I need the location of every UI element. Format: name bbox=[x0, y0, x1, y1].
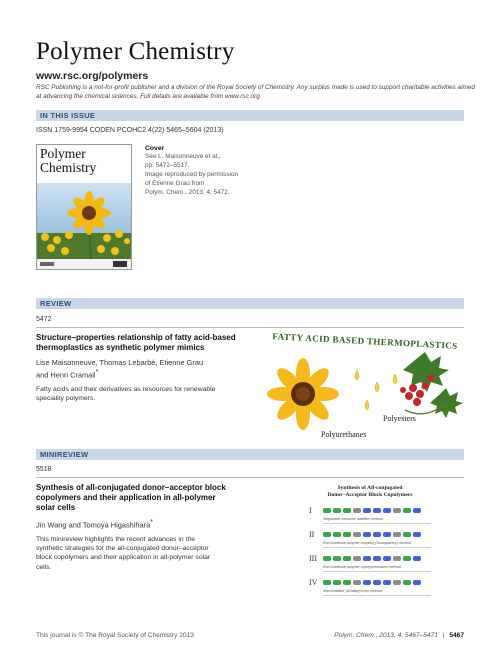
article-page-number: 5518 bbox=[36, 466, 52, 473]
polymer-chain-icon bbox=[323, 579, 428, 586]
monomer-icon bbox=[343, 556, 351, 561]
method-caption: Sequential monomer addition method bbox=[323, 516, 383, 521]
section-bar-review bbox=[36, 298, 464, 309]
article-summary-line: block copolymers and their application in all-polymer solar bbox=[36, 554, 211, 562]
cover-image[interactable] bbox=[36, 144, 132, 270]
publisher-note: RSC Publishing is a not-for-profit publisher and a division of the Royal Society of Chemistry. Any surplus made is used to support charitable activities aimed at advancing the chemical sciences. Full details are available from www.rsc.org bbox=[36, 84, 475, 100]
review-entry[interactable] bbox=[36, 333, 261, 403]
minireview-entry[interactable] bbox=[36, 483, 261, 572]
section-bar-in-this-issue bbox=[36, 110, 464, 121]
method-numeral: II bbox=[309, 529, 315, 539]
monomer-icon bbox=[323, 556, 331, 561]
monomer-icon bbox=[413, 508, 421, 513]
cover-caption-line: Polym. Chem., 2013, 4, 5472. bbox=[145, 188, 230, 196]
article-title-line: Structure–properties relationship of fatty acid-based bbox=[36, 333, 236, 342]
divider bbox=[36, 477, 464, 478]
monomer-icon bbox=[343, 580, 351, 585]
article-authors: Jin Wang and Tomoya Higashihara bbox=[36, 520, 151, 530]
monomer-icon bbox=[363, 556, 371, 561]
monomer-icon bbox=[363, 580, 371, 585]
cover-caption-line: pp. 5472–5517. bbox=[145, 162, 190, 170]
cover-caption-heading: Cover bbox=[145, 145, 165, 152]
section-label: REVIEW bbox=[40, 299, 72, 308]
method-divider bbox=[323, 571, 431, 572]
cover-title-line: Chemistry bbox=[40, 160, 97, 175]
footer-page-number: 5467 bbox=[449, 632, 464, 639]
graphic-title-line: Synthesis of All-conjugated bbox=[337, 485, 403, 491]
article-title-line: solar cells bbox=[36, 503, 76, 512]
monomer-icon bbox=[333, 532, 341, 537]
article-summary-line: speciality polymers. bbox=[36, 394, 96, 402]
monomer-icon bbox=[323, 508, 331, 513]
footer-citation-text: Polym. Chem., 2013, 4, 5467–5471 bbox=[334, 632, 438, 639]
method-caption: End-functional polymer copolymerization method bbox=[323, 564, 401, 569]
section-bar-minireview bbox=[36, 449, 464, 460]
method-caption: End-functional polymer coupling (Sonogashira) method bbox=[323, 540, 411, 545]
monomer-icon bbox=[383, 508, 391, 513]
method-row bbox=[305, 576, 435, 598]
method-caption: Macroinitiator (Grafting from) method bbox=[323, 588, 382, 593]
graphic-title-line: Donor–Acceptor Block Copolymers bbox=[327, 492, 413, 499]
article-summary-line: cells. bbox=[36, 563, 52, 571]
corresponding-author-star: * bbox=[95, 368, 99, 376]
graphic-label-polyurethanes: Polyurethanes bbox=[321, 430, 367, 439]
monomer-icon bbox=[413, 580, 421, 585]
monomer-icon bbox=[353, 556, 361, 561]
article-page-number: 5472 bbox=[36, 316, 52, 323]
article-summary-line: synthetic strategies for the all-conjugated donor–acceptor bbox=[36, 545, 209, 553]
monomer-icon bbox=[403, 556, 411, 561]
monomer-icon bbox=[363, 532, 371, 537]
monomer-icon bbox=[393, 556, 401, 561]
article-title-line: thermoplastics as synthetic polymer mimics bbox=[36, 343, 205, 352]
monomer-icon bbox=[413, 556, 421, 561]
monomer-icon bbox=[373, 508, 381, 513]
section-label: MINIREVIEW bbox=[40, 450, 89, 459]
article-authors-line: and Henri Cramail bbox=[36, 370, 96, 380]
method-numeral: IV bbox=[309, 577, 318, 587]
article-title-line: Synthesis of all-conjugated donor–acceptor block bbox=[36, 483, 226, 492]
monomer-icon bbox=[333, 508, 341, 513]
minireview-graphic[interactable] bbox=[305, 485, 435, 605]
monomer-icon bbox=[333, 580, 341, 585]
corresponding-author-star: * bbox=[150, 519, 153, 526]
journal-url[interactable]: www.rsc.org/polymers bbox=[36, 70, 149, 82]
monomer-icon bbox=[353, 508, 361, 513]
article-authors-line: Lise Maisonneuve, Thomas Lebarbé, Etienne Grau bbox=[36, 358, 204, 367]
cover-caption-line: Image reproduced by permission bbox=[145, 171, 239, 179]
cover-title-line: Polymer bbox=[40, 146, 86, 161]
journal-title: Polymer Chemistry bbox=[36, 38, 235, 65]
monomer-icon bbox=[363, 508, 371, 513]
footer-separator: | bbox=[442, 632, 445, 639]
polymer-chain-icon bbox=[323, 555, 428, 562]
monomer-icon bbox=[413, 532, 421, 537]
article-title-line: copolymers and their application in all-polymer bbox=[36, 493, 216, 502]
cover-caption-line: of Etienne Grau from bbox=[145, 179, 205, 187]
method-divider bbox=[323, 547, 431, 548]
method-row bbox=[305, 504, 435, 526]
monomer-icon bbox=[393, 580, 401, 585]
article-summary-line: Fatty acids and their derivatives as resources for renewable bbox=[36, 385, 216, 393]
monomer-icon bbox=[323, 532, 331, 537]
monomer-icon bbox=[403, 580, 411, 585]
footer-copyright: This journal is © The Royal Society of Chemistry 2013 bbox=[36, 632, 194, 639]
method-rows bbox=[305, 504, 435, 598]
monomer-icon bbox=[403, 508, 411, 513]
cover-caption bbox=[145, 144, 238, 198]
polymer-chain-icon bbox=[323, 507, 428, 514]
article-summary-line: This minireview highlights the recent advances in the bbox=[36, 536, 196, 544]
monomer-icon bbox=[383, 532, 391, 537]
monomer-icon bbox=[383, 580, 391, 585]
monomer-icon bbox=[353, 580, 361, 585]
section-label: IN THIS ISSUE bbox=[40, 111, 96, 120]
monomer-icon bbox=[343, 508, 351, 513]
polymer-chain-icon bbox=[323, 531, 428, 538]
monomer-icon bbox=[403, 532, 411, 537]
method-divider bbox=[323, 595, 431, 596]
monomer-icon bbox=[333, 556, 341, 561]
graphic-label-polyesters: Polyesters bbox=[383, 414, 416, 423]
monomer-icon bbox=[393, 508, 401, 513]
monomer-icon bbox=[373, 580, 381, 585]
cover-caption-line: See L. Maisonneuve et al., bbox=[145, 153, 221, 161]
method-divider bbox=[323, 523, 431, 524]
monomer-icon bbox=[373, 532, 381, 537]
divider bbox=[36, 327, 464, 328]
method-numeral: I bbox=[309, 505, 312, 515]
monomer-icon bbox=[323, 580, 331, 585]
graphic-banner: FATTY ACID BASED THERMOPLASTICS bbox=[272, 331, 458, 351]
method-row bbox=[305, 528, 435, 550]
monomer-icon bbox=[353, 532, 361, 537]
monomer-icon bbox=[383, 556, 391, 561]
method-numeral: III bbox=[309, 553, 317, 563]
issn-line: ISSN 1759-9954 CODEN PCOHC2 4(22) 5465–5604 (2013) bbox=[36, 127, 224, 134]
review-graphic[interactable] bbox=[265, 330, 465, 442]
method-row bbox=[305, 552, 435, 574]
footer-citation bbox=[334, 632, 464, 639]
monomer-icon bbox=[373, 556, 381, 561]
monomer-icon bbox=[343, 532, 351, 537]
monomer-icon bbox=[393, 532, 401, 537]
